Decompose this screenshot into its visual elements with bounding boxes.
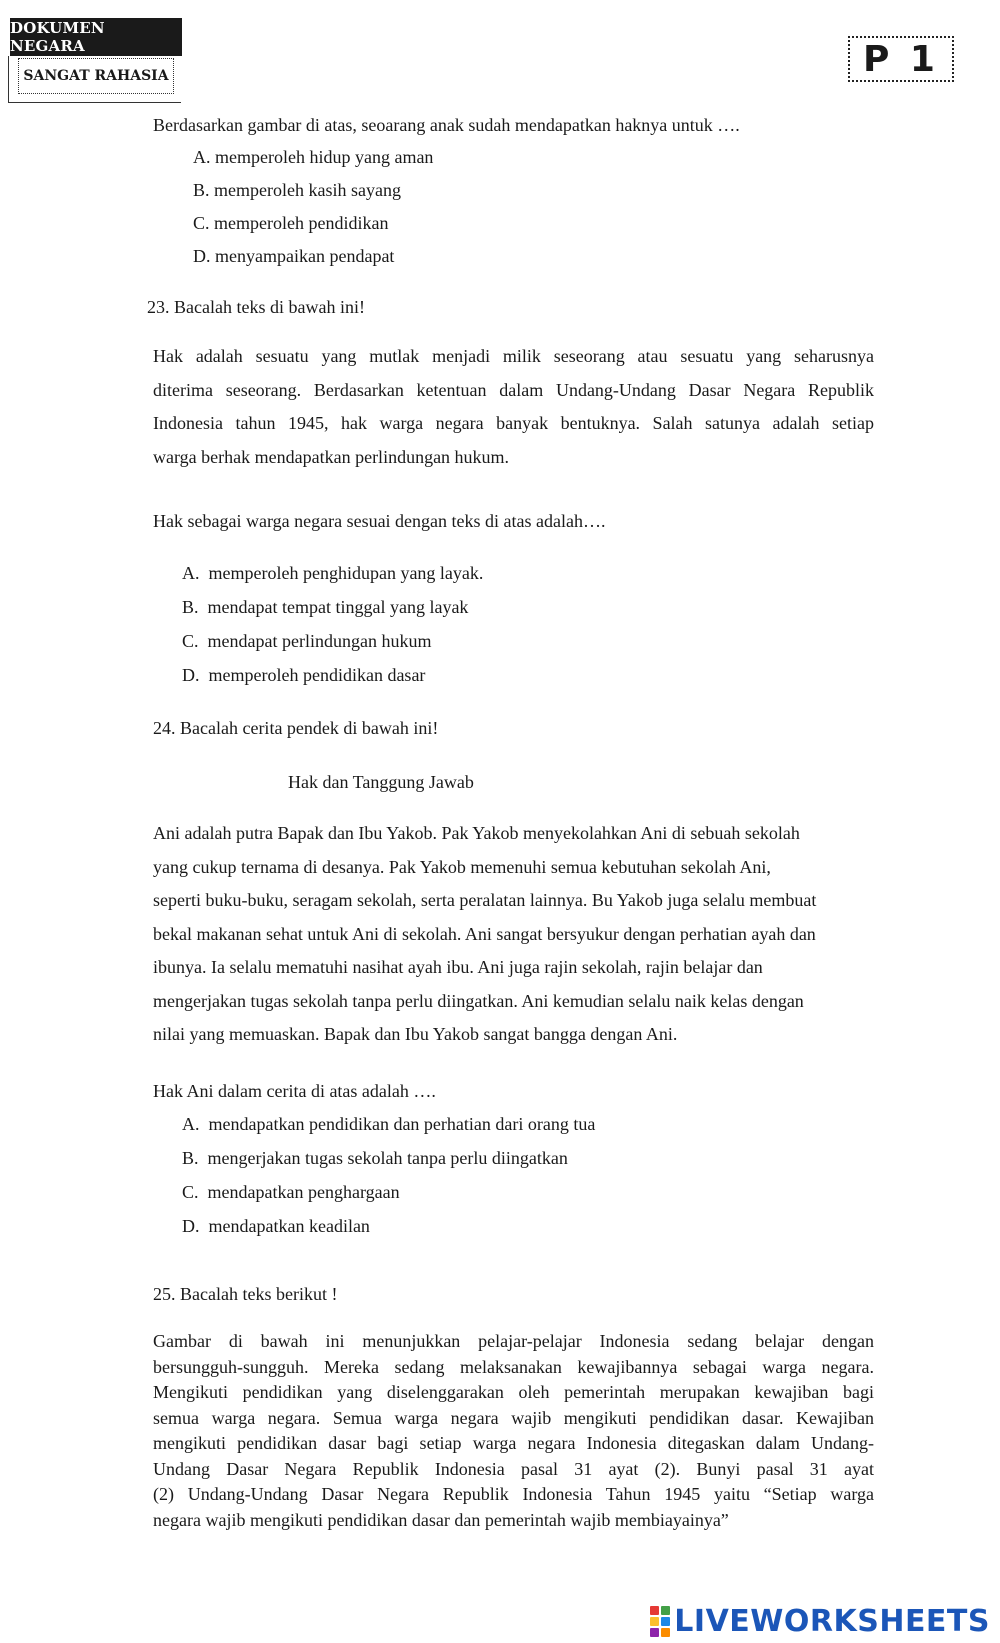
q23-passage-line: Hak adalah sesuatu yang mutlak menjadi milik seseorang atau sesuatu yang seharusnya [153,346,874,366]
q22-option-b[interactable]: B. memperoleh kasih sayang [193,180,401,200]
q25-passage-line: bersungguh-sungguh. Mereka sedang melaksanakan kewajibannya sebagai warga negara. [153,1356,874,1377]
option-text: memperoleh pendidikan dasar [208,665,426,685]
q23-option-c[interactable] [182,630,431,652]
q24-story-line: bekal makanan sehat untuk Ani di sekolah. Ani sangat bersyukur dengan perhatian ayah dan [153,923,816,944]
option-text: mendapat tempat tinggal yang layak [207,597,469,617]
q23-passage-line: warga berhak mendapatkan perlindungan hukum. [153,446,510,467]
q23-passage-line: diterima seseorang. Berdasarkan ketentuan dalam Undang-Undang Dasar Negara Republik [153,379,874,400]
q24-story [153,817,874,1052]
q23-option-b[interactable] [182,596,468,618]
q24-question: Hak Ani dalam cerita di atas adalah …. [153,1081,436,1101]
option-text: mengerjakan tugas sekolah tanpa perlu diingatkan [207,1148,568,1168]
q23-option-d[interactable] [182,664,425,686]
q22-stem: Berdasarkan gambar di atas, seoarang anak sudah mendapatkan haknya untuk …. [153,115,740,135]
option-letter: A. [182,1114,200,1134]
q24-story-line: ibunya. Ia selalu mematuhi nasihat ayah ibu. Ani juga rajin sekolah, rajin belajar dan [153,957,763,977]
q25-passage [153,1329,874,1533]
q25-passage-line: mengikuti pendidikan dasar bagi setiap warga negara Indonesia ditegaskan dalam Undang- [153,1433,874,1453]
q25-passage-line: Mengikuti pendidikan yang diselenggarakan oleh pemerintah merupakan kewajiban bagi [153,1382,874,1402]
liveworksheets-logo-text: LIVEWORKSHEETS [674,1604,990,1639]
q24-option-d[interactable] [182,1215,370,1237]
option-letter: B. [182,1148,199,1168]
story-title: Hak dan Tanggung Jawab [288,772,474,792]
q25-passage-line: (2) Undang-Undang Dasar Negara Republik Indonesia Tahun 1945 yaitu “Setiap warga [153,1484,874,1504]
option-letter: D. [182,665,200,685]
q22-option-d[interactable]: D. menyampaikan pendapat [193,246,395,266]
q25-passage-line: negara wajib mengikuti pendidikan dasar dan pemerintah wajib membiayainya” [153,1509,729,1530]
q22-option-c[interactable]: C. memperoleh pendidikan [193,213,389,233]
q23-option-a[interactable] [182,562,483,584]
stamp-sangat-rahasia: SANGAT RAHASIA [18,58,174,94]
option-letter: C. [182,1182,199,1202]
option-letter: C. [182,631,199,651]
packet-code-box: P 1 [848,36,954,82]
option-letter: A. [182,563,200,583]
option-letter: D. [182,1216,200,1236]
option-text: mendapatkan keadilan [208,1216,370,1236]
q25-passage-line: Undang Dasar Negara Republik Indonesia pasal 31 ayat (2). Bunyi pasal 31 ayat [153,1458,874,1479]
q25-passage-line: semua warga negara. Semua warga negara wajib mengikuti pendidikan dasar. Kewajiban [153,1407,874,1428]
option-text: memperoleh penghidupan yang layak. [208,563,484,583]
q24-option-c[interactable] [182,1181,400,1203]
q24-story-line: Ani adalah putra Bapak dan Ibu Yakob. Pak Yakob menyekolahkan Ani di sebuah sekolah [153,823,800,843]
q24-option-b[interactable] [182,1147,568,1169]
q23-instruction: 23. Bacalah teks di bawah ini! [147,297,365,317]
liveworksheets-logo[interactable] [650,1604,990,1639]
option-text: mendapatkan penghargaan [207,1182,400,1202]
q24-story-line: nilai yang memuaskan. Bapak dan Ibu Yakob sangat bangga dengan Ani. [153,1024,678,1044]
q23-passage-line: Indonesia tahun 1945, hak warga negara banyak bentuknya. Salah satunya adalah setiap [153,413,874,433]
q25-passage-line: Gambar di bawah ini menunjukkan pelajar-pelajar Indonesia sedang belajar dengan [153,1331,874,1351]
q24-story-line: yang cukup ternama di desanya. Pak Yakob memenuhi semua kebutuhan sekolah Ani, [153,856,771,877]
q24-option-a[interactable] [182,1113,595,1135]
q24-story-line: mengerjakan tugas sekolah tanpa perlu diingatkan. Ani kemudian selalu naik kelas dengan [153,990,804,1011]
q24-instruction: 24. Bacalah cerita pendek di bawah ini! [153,718,439,738]
liveworksheets-logo-icon [650,1606,670,1637]
q23-passage [153,340,874,474]
option-text: mendapat perlindungan hukum [207,631,432,651]
q25-instruction: 25. Bacalah teks berikut ! [153,1284,338,1304]
q23-question: Hak sebagai warga negara sesuai dengan teks di atas adalah…. [153,511,606,531]
option-text: mendapatkan pendidikan dan perhatian dari orang tua [208,1114,596,1134]
option-letter: B. [182,597,199,617]
q22-option-a[interactable]: A. memperoleh hidup yang aman [193,147,434,167]
stamp-dokumen-negara: DOKUMEN NEGARA [10,18,182,56]
q24-story-line: seperti buku-buku, seragam sekolah, serta peralatan lainnya. Bu Yakob juga selalu membuat [153,890,817,910]
